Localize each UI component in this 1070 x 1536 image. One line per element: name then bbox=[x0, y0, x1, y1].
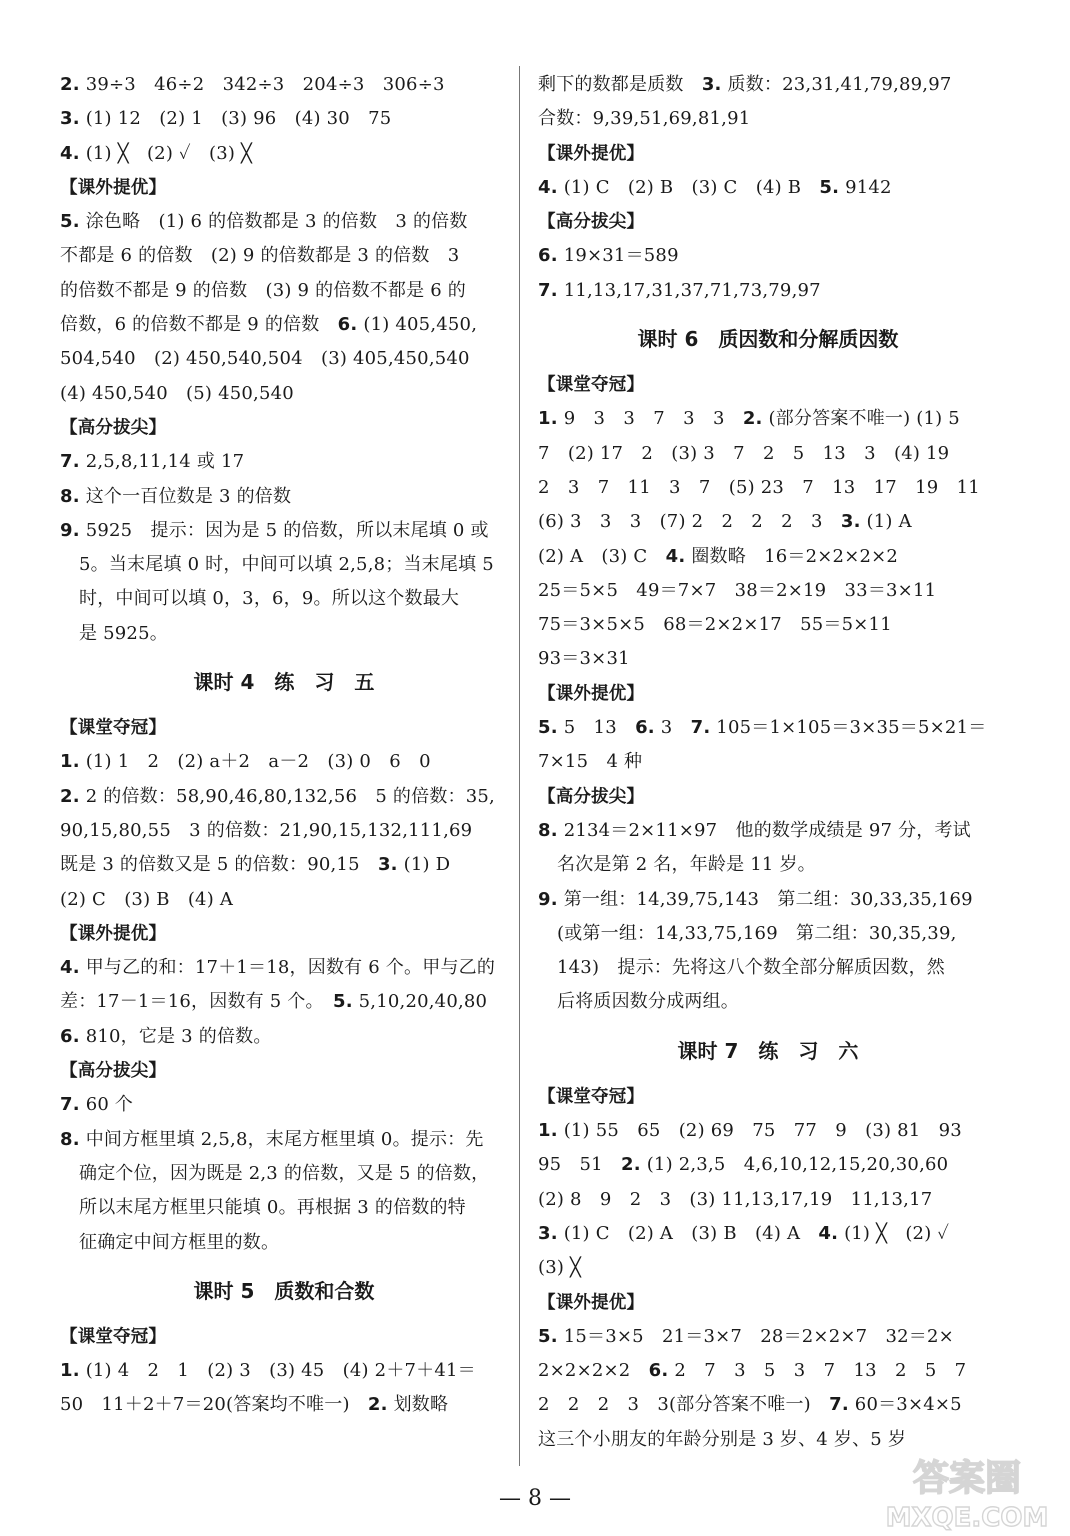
question-number: 8. bbox=[538, 819, 558, 841]
answer-line bbox=[538, 951, 998, 985]
answer-line bbox=[60, 780, 508, 814]
question-number: 4. bbox=[818, 1222, 839, 1244]
right-column bbox=[538, 68, 998, 1457]
answer-line bbox=[60, 951, 508, 985]
column-divider bbox=[519, 66, 520, 1466]
answer-line bbox=[538, 1251, 998, 1285]
answer-text: 这个一百位数是 3 的倍数 bbox=[85, 485, 292, 507]
answer-line bbox=[538, 848, 998, 882]
answer-text: (或第一组：14,33,75,169 第二组：30,35,39, bbox=[557, 922, 957, 944]
answer-text: 第一组：14,39,75,143 第二组：30,33,35,169 bbox=[563, 888, 973, 910]
answer-line bbox=[538, 102, 998, 136]
answer-line bbox=[538, 883, 998, 917]
answer-text: 3 bbox=[660, 717, 673, 739]
answer-text: 2 2 2 3 3(部分答案不唯一) bbox=[538, 1394, 811, 1416]
question-number: 3. bbox=[377, 854, 398, 876]
answer-text: (1) 2,3,5 4,6,10,12,15,20,30,60 bbox=[646, 1154, 949, 1176]
answer-line bbox=[60, 274, 508, 308]
question-number: 7. bbox=[60, 451, 80, 473]
answer-text: 15＝3×5 21＝3×7 28＝2×2×7 32＝2× bbox=[563, 1325, 954, 1347]
answer-line bbox=[60, 377, 508, 411]
answer-line bbox=[60, 68, 508, 102]
section-label: 【高分拔尖】 bbox=[538, 212, 645, 233]
question-number: 3. bbox=[701, 74, 722, 95]
answer-line bbox=[538, 985, 998, 1019]
answer-text: 不都是 6 的倍数 (2) 9 的倍数都是 3 的倍数 3 bbox=[60, 245, 460, 267]
answer-text: (1) 4 2 1 (2) 3 (3) 45 (4) 2＋7＋41＝ bbox=[85, 1360, 476, 1382]
section-label: 【高分拔尖】 bbox=[538, 786, 645, 807]
answer-text: 5。当末尾填 0 时，中间可以填 2,5,8；当末尾填 5 bbox=[79, 554, 494, 576]
answer-line bbox=[60, 1354, 508, 1388]
answer-text: 差：17－1＝16，因数有 5 个。 bbox=[60, 991, 315, 1013]
answer-text: 7 (2) 17 2 (3) 3 7 2 5 13 3 (4) 19 bbox=[538, 442, 950, 464]
answer-text: (2) A (3) C bbox=[538, 545, 648, 567]
answer-line bbox=[60, 514, 508, 548]
answer-text: (1) 55 65 (2) 69 75 77 9 (3) 81 93 bbox=[563, 1120, 962, 1142]
question-number: 6. bbox=[648, 1360, 669, 1382]
answer-line bbox=[60, 1123, 508, 1157]
question-number: 9. bbox=[60, 519, 80, 541]
watermark-top-text: 答案圈 bbox=[912, 1458, 1022, 1499]
answer-line bbox=[538, 1354, 998, 1388]
answer-text: 9142 bbox=[845, 176, 892, 198]
question-number: 5. bbox=[538, 1325, 558, 1347]
question-number: 1. bbox=[60, 1360, 80, 1382]
question-number: 8. bbox=[60, 1128, 80, 1150]
answer-text: 5925 提示：因为是 5 的倍数，所以末尾填 0 或 bbox=[85, 519, 489, 541]
watermark-bottom-text: MXQE.COM bbox=[885, 1503, 1049, 1532]
answer-text: 504,540 (2) 450,540,504 (3) 405,450,540 bbox=[60, 348, 470, 370]
answer-line bbox=[538, 274, 998, 308]
question-number: 6. bbox=[60, 1025, 80, 1047]
answer-line bbox=[60, 1191, 508, 1225]
lesson-heading: 课时 7 练 习 六 bbox=[677, 1038, 859, 1063]
question-number: 4. bbox=[60, 142, 80, 164]
answer-line bbox=[538, 1217, 998, 1251]
question-number: 7. bbox=[60, 1094, 80, 1116]
answer-text: (1) C (2) A (3) B (4) A bbox=[563, 1222, 801, 1244]
answer-line bbox=[60, 445, 508, 479]
question-number: 5. bbox=[332, 991, 353, 1013]
question-number: 4. bbox=[538, 176, 558, 198]
answer-text: 93＝3×31 bbox=[538, 648, 630, 670]
answer-text: 既是 3 的倍数又是 5 的倍数：90,15 bbox=[60, 854, 360, 876]
answer-text: (3) ╳ bbox=[538, 1257, 582, 1279]
answer-line bbox=[538, 1183, 998, 1217]
answer-text: 甲与乙的和：17＋1＝18，因数有 6 个。甲与乙的 bbox=[85, 957, 496, 979]
answer-line bbox=[60, 1020, 508, 1054]
question-number: 1. bbox=[538, 1120, 558, 1142]
answer-line bbox=[538, 239, 998, 273]
answer-line bbox=[538, 814, 998, 848]
question-number: 5. bbox=[60, 211, 80, 233]
answer-line bbox=[60, 205, 508, 239]
question-number: 1. bbox=[60, 751, 80, 773]
answer-line bbox=[538, 505, 998, 539]
answer-text: (部分答案不唯一) (1) 5 bbox=[768, 408, 960, 430]
answer-text: 是 5925。 bbox=[79, 622, 168, 644]
answer-line bbox=[60, 617, 508, 651]
answer-text: 时，中间可以填 0，3，6，9。所以这个数最大 bbox=[79, 588, 460, 610]
answer-text: 75＝3×5×5 68＝2×2×17 55＝5×11 bbox=[538, 614, 892, 636]
answer-text: 60＝3×4×5 bbox=[854, 1394, 962, 1416]
answer-line bbox=[60, 102, 508, 136]
question-number: 2. bbox=[742, 408, 763, 430]
answer-text: 60 个 bbox=[85, 1094, 134, 1116]
section-label: 【课堂夺冠】 bbox=[60, 718, 167, 739]
lesson-heading: 课时 4 练 习 五 bbox=[193, 670, 375, 695]
answer-text: 涂色略 (1) 6 的倍数都是 3 的倍数 3 的倍数 bbox=[85, 211, 468, 233]
answer-line bbox=[60, 814, 508, 848]
section-label: 【高分拔尖】 bbox=[60, 417, 167, 438]
question-number: 3. bbox=[840, 511, 861, 533]
section-label: 【课外提优】 bbox=[538, 1292, 645, 1313]
section-label: 【课堂夺冠】 bbox=[538, 1086, 645, 1107]
answer-line bbox=[60, 342, 508, 376]
answer-text: 90,15,80,55 3 的倍数：21,90,15,132,111,69 bbox=[60, 819, 473, 841]
lesson-heading: 课时 6 质因数和分解质因数 bbox=[637, 327, 899, 352]
answer-text: 95 51 bbox=[538, 1154, 603, 1176]
answer-text: 2 的倍数：58,90,46,80,132,56 5 的倍数：35, bbox=[85, 785, 495, 807]
answer-text: (1) 1 2 (2) a＋2 a－2 (3) 0 6 0 bbox=[85, 751, 431, 773]
answer-text: 2,5,8,11,14 或 17 bbox=[85, 451, 245, 473]
answer-line bbox=[538, 1388, 998, 1422]
answer-text: 中间方框里填 2,5,8，末尾方框里填 0。提示：先 bbox=[85, 1128, 484, 1150]
answer-line bbox=[538, 574, 998, 608]
answer-line bbox=[60, 239, 508, 273]
answer-line bbox=[538, 917, 998, 951]
section-label: 【课外提优】 bbox=[538, 683, 645, 704]
answer-text: 合数：9,39,51,69,81,91 bbox=[538, 108, 751, 130]
section-label: 【课外提优】 bbox=[60, 177, 167, 198]
lesson-heading: 课时 5 质数和合数 bbox=[193, 1278, 375, 1303]
answer-line bbox=[538, 608, 998, 642]
answer-text: (2) C (3) B (4) A bbox=[60, 888, 234, 910]
answer-line bbox=[60, 308, 508, 342]
answer-text: 25＝5×5 49＝7×7 38＝2×19 33＝3×11 bbox=[538, 579, 937, 601]
answer-text: 5,10,20,40,80 bbox=[358, 991, 488, 1013]
answer-line bbox=[60, 883, 508, 917]
answer-text: 名次是第 2 名，年龄是 11 岁。 bbox=[557, 854, 816, 876]
answer-text: (1) 12 (2) 1 (3) 96 (4) 30 75 bbox=[85, 108, 392, 130]
answer-line bbox=[60, 1157, 508, 1191]
section-label: 【课外提优】 bbox=[60, 923, 167, 944]
section-label: 【课堂夺冠】 bbox=[538, 375, 645, 396]
answer-line bbox=[60, 1088, 508, 1122]
answer-text: 2134＝2×11×97 他的数学成绩是 97 分，考试 bbox=[563, 819, 971, 841]
question-number: 2. bbox=[621, 1154, 641, 1176]
answer-line bbox=[538, 1114, 998, 1148]
answer-text: 9 3 3 7 3 3 bbox=[563, 408, 725, 430]
answer-line bbox=[538, 171, 998, 205]
question-number: 3. bbox=[538, 1222, 558, 1244]
left-column bbox=[60, 68, 508, 1423]
answer-text: (4) 450,540 (5) 450,540 bbox=[60, 382, 294, 404]
question-number: 9. bbox=[538, 888, 558, 910]
answer-line bbox=[538, 711, 998, 745]
answer-text: 圈数略 16＝2×2×2×2 bbox=[691, 545, 899, 567]
answer-text: 39÷3 46÷2 342÷3 204÷3 306÷3 bbox=[85, 74, 445, 95]
answer-text: (1) ╳ (2) ✓ bbox=[844, 1222, 950, 1244]
question-number: 6. bbox=[337, 314, 358, 336]
answer-line bbox=[538, 402, 998, 436]
answer-text: 11,13,17,31,37,71,73,79,97 bbox=[563, 279, 821, 301]
answer-text: 105＝1×105＝3×35＝5×21＝ bbox=[716, 717, 987, 739]
answer-line bbox=[538, 68, 998, 102]
answer-text: 19×31＝589 bbox=[563, 245, 679, 267]
answer-text: (1) 405,450, bbox=[363, 314, 478, 336]
answer-text: (1) A bbox=[866, 511, 912, 533]
answer-text: 2 7 3 5 3 7 13 2 5 7 bbox=[674, 1360, 967, 1382]
question-number: 1. bbox=[538, 408, 558, 430]
watermark-logo bbox=[872, 1448, 1062, 1532]
question-number: 8. bbox=[60, 485, 80, 507]
answer-text: (6) 3 3 3 (7) 2 2 2 2 3 bbox=[538, 511, 823, 533]
answer-text: 810，它是 3 的倍数。 bbox=[85, 1025, 272, 1047]
question-number: 6. bbox=[538, 245, 558, 267]
answer-line bbox=[538, 745, 998, 779]
answer-line bbox=[538, 1320, 998, 1354]
question-number: 7. bbox=[538, 279, 558, 301]
answer-line bbox=[538, 540, 998, 574]
answer-text: 143) 提示：先将这八个数全部分解质因数，然 bbox=[557, 957, 945, 979]
answer-text: 这三个小朋友的年龄分别是 3 岁、4 岁、5 岁 bbox=[538, 1428, 907, 1450]
question-number: 5. bbox=[538, 717, 558, 739]
answer-line bbox=[60, 745, 508, 779]
question-number: 3. bbox=[60, 108, 80, 130]
section-label: 【课堂夺冠】 bbox=[60, 1326, 167, 1347]
answer-line bbox=[60, 1388, 508, 1422]
answer-line bbox=[60, 985, 508, 1019]
answer-text: 所以末尾方框里只能填 0。再根据 3 的倍数的特 bbox=[79, 1197, 466, 1219]
answer-line bbox=[60, 548, 508, 582]
answer-line bbox=[538, 642, 998, 676]
answer-text: 质数：23,31,41,79,89,97 bbox=[727, 74, 952, 95]
answer-line bbox=[538, 437, 998, 471]
question-number: 2. bbox=[60, 785, 80, 807]
section-label: 【课外提优】 bbox=[538, 143, 645, 164]
answer-text: (1) ╳ (2) ✓ (3) ╳ bbox=[85, 142, 253, 164]
question-number: 6. bbox=[635, 717, 655, 739]
section-label: 【高分拔尖】 bbox=[60, 1061, 167, 1082]
answer-text: 征确定中间方框里的数。 bbox=[79, 1231, 280, 1253]
answer-line bbox=[60, 848, 508, 882]
answer-text: (1) D bbox=[403, 854, 451, 876]
answer-text: 确定个位，因为既是 2,3 的倍数，又是 5 的倍数， bbox=[79, 1162, 490, 1184]
answer-text: (2) 8 9 2 3 (3) 11,13,17,19 11,13,17 bbox=[538, 1188, 933, 1210]
answer-line bbox=[538, 1148, 998, 1182]
answer-text: (1) C (2) B (3) C (4) B bbox=[563, 176, 802, 198]
answer-line bbox=[60, 137, 508, 171]
answer-text: 倍数，6 的倍数不都是 9 的倍数 bbox=[60, 314, 320, 336]
answer-text: 划数略 bbox=[393, 1394, 449, 1416]
question-number: 4. bbox=[60, 957, 80, 979]
answer-line bbox=[60, 480, 508, 514]
question-number: 7. bbox=[690, 717, 711, 739]
question-number: 5. bbox=[819, 176, 840, 198]
answer-text: 50 11＋2＋7＝20(答案均不唯一) bbox=[60, 1394, 350, 1416]
question-number: 7. bbox=[829, 1394, 849, 1416]
answer-text: 7×15 4 种 bbox=[538, 751, 643, 773]
answer-text: 剩下的数都是质数 bbox=[538, 74, 684, 95]
answer-text: 5 13 bbox=[563, 717, 617, 739]
answer-text: 的倍数不都是 9 的倍数 (3) 9 的倍数不都是 6 的 bbox=[60, 279, 466, 301]
answer-text: 2 3 7 11 3 7 (5) 23 7 13 17 19 11 bbox=[538, 476, 980, 498]
question-number: 2. bbox=[367, 1394, 388, 1416]
answer-text: 2×2×2×2 bbox=[538, 1360, 631, 1382]
question-number: 2. bbox=[60, 74, 80, 95]
answer-line bbox=[538, 471, 998, 505]
answer-line bbox=[60, 1226, 508, 1260]
question-number: 4. bbox=[665, 545, 686, 567]
answer-line bbox=[60, 582, 508, 616]
answer-text: 后将质因数分成两组。 bbox=[557, 991, 739, 1013]
page-number: — 8 — bbox=[499, 1486, 571, 1511]
